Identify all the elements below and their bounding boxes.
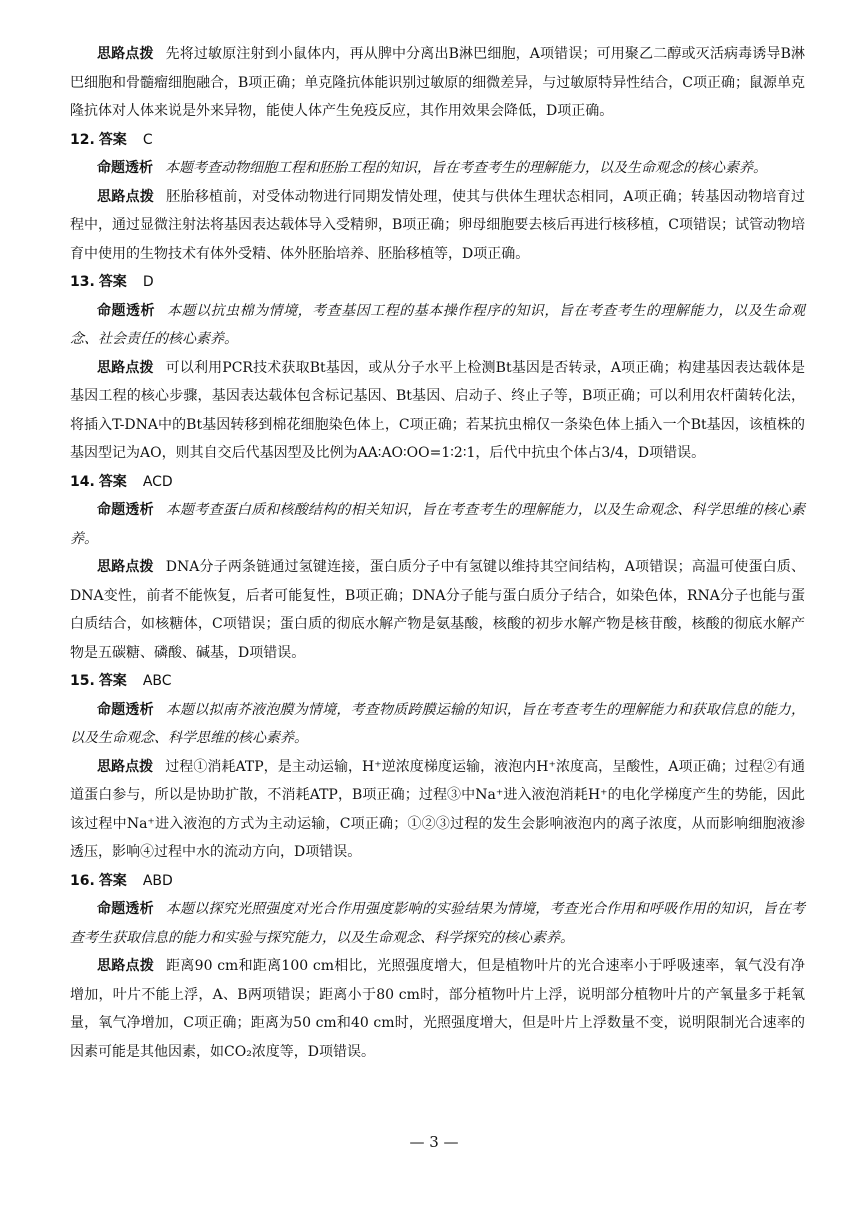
- question-number: 16.: [70, 872, 95, 889]
- answer-value: ABC: [142, 673, 172, 689]
- answer-line: [70, 667, 805, 696]
- question-12: [70, 126, 805, 269]
- question-16: [70, 867, 805, 1067]
- hint-label: 思路点拨: [97, 188, 155, 205]
- analysis-text: 本题以抗虫棉为情境，考查基因工程的基本操作程序的知识，旨在考查考生的理解能力，以及生命观念、社会责任的核心素养。: [70, 302, 806, 347]
- answer-value: C: [142, 131, 153, 148]
- answer-line: [70, 268, 805, 297]
- analysis-label: 命题透析: [97, 901, 154, 917]
- hint-text: 可以利用PCR技术获取Bt基因，或从分子水平上检测Bt基因是否转录，A项正确；构建基因表达载体是基因工程的核心步骤，基因表达载体包含标记基因、Bt基因、启动子、终止子等，B项正确；可以利用农杆菌转化法，将插入T-DNA中的Bt基因转移到棉花细胞染色体上，C项正确；若某抗虫棉仅一条染色体上插入一个Bt基因，该植株的基因型记为AO，则其自交后代基因型及比例为AA∶AO∶OO=1∶2∶1，后代中抗虫个体占3/4，D项错误。: [70, 359, 806, 461]
- question-number: 14.: [70, 473, 95, 490]
- hint-text: 胚胎移植前，对受体动物进行同期发情处理，使其与供体生理状态相同，A项正确；转基因动物培育过程中，通过显微注射法将基因表达载体导入受精卵，B项正确；卵母细胞要去核后再进行核移植，C项错误；试管动物培育中使用的生物技术有体外受精、体外胚胎培养、胚胎移植等，D项正确。: [70, 188, 806, 262]
- hint-label: 思路点拨: [97, 559, 154, 575]
- hint-label: 思路点拨: [97, 359, 154, 376]
- analysis-label: 命题透析: [97, 160, 153, 176]
- answer-label: 答案: [98, 872, 127, 889]
- analysis-text: 本题考查动物细胞工程和胚胎工程的知识，旨在考查考生的理解能力，以及生命观念的核心素养。: [165, 160, 767, 176]
- analysis-label: 命题透析: [97, 701, 154, 718]
- hint-text: DNA分子两条链通过氢键连接，蛋白质分子中有氢键以维持其空间结构，A项错误；高温可使蛋白质、DNA变性，前者不能恢复，后者可能复性，B项正确；DNA分子能与蛋白质分子结合，如染色体，RNA分子也能与蛋白质结合，如核糖体，C项错误；蛋白质的彻底水解产物是氨基酸，核酸的初步水解产物是核苷酸，核酸的彻底水解产物是五碳糖、磷酸、碱基，D项错误。: [70, 559, 806, 661]
- hint-text: 距离90 cm和距离100 cm相比，光照强度增大，但是植物叶片的光合速率小于呼吸速率，氧气没有净增加，叶片不能上浮，A、B两项错误；距离小于80 cm时，部分植物叶片上浮，说明部分植物叶片的产氧量多于耗氧量，氧气净增加，C项正确；距离为50 cm和40 cm时，光照强度增大，但是叶片上浮数量不变，说明限制光合速率的因素可能是其他因素，如CO₂浓度等，D项错误。: [70, 958, 806, 1060]
- answer-label: 答案: [98, 473, 127, 490]
- answer-line: [70, 126, 805, 155]
- analysis: [70, 696, 805, 753]
- analysis: [70, 895, 805, 952]
- answer-value: ACD: [142, 473, 173, 490]
- question-number: 12.: [70, 131, 95, 148]
- analysis-text: 本题以探究光照强度对光合作用强度影响的实验结果为情境，考查光合作用和呼吸作用的知识，旨在考查考生获取信息的能力和实验与探究能力，以及生命观念、科学探究的核心素养。: [70, 901, 806, 946]
- analysis: [70, 154, 805, 183]
- answer-line: [70, 867, 805, 896]
- page-number: — 3 —: [409, 1133, 459, 1151]
- question-15: [70, 667, 805, 867]
- answer-label: 答案: [98, 131, 127, 148]
- hint: [70, 553, 805, 667]
- hint: [70, 753, 805, 867]
- answer-label: 答案: [98, 673, 127, 689]
- hint-label: 思路点拨: [97, 758, 154, 775]
- hint-text: 过程①消耗ATP，是主动运输，H⁺逆浓度梯度运输，液泡内H⁺浓度高，呈酸性，A项正确；过程②有通道蛋白参与，所以是协助扩散，不消耗ATP，B项正确；过程③中Na⁺进入液泡消耗H⁺的电化学梯度产生的势能，因此该过程中Na⁺进入液泡的方式为主动运输，C项正确；①②③过程的发生会影响液泡内的离子浓度，从而影响细胞液渗透压，影响④过程中水的流动方向，D项错误。: [70, 758, 806, 860]
- hint: [70, 354, 805, 468]
- question-13: [70, 268, 805, 468]
- intro-hint: [70, 40, 805, 126]
- analysis-label: 命题透析: [97, 502, 154, 518]
- answer-label: 答案: [98, 274, 127, 290]
- analysis: [70, 297, 805, 354]
- hint: [70, 183, 805, 269]
- question-14: [70, 468, 805, 668]
- answer-line: [70, 468, 805, 497]
- analysis: [70, 496, 805, 553]
- hint-label: 思路点拨: [97, 46, 154, 62]
- answer-value: ABD: [142, 872, 173, 889]
- analysis-text: 本题以拟南芥液泡膜为情境，考查物质跨膜运输的知识，旨在考查考生的理解能力和获取信息的能力，以及生命观念、科学思维的核心素养。: [70, 701, 806, 746]
- answer-value: D: [142, 274, 154, 290]
- hint: [70, 952, 805, 1066]
- analysis-text: 本题考查蛋白质和核酸结构的相关知识，旨在考查考生的理解能力，以及生命观念、科学思维的核心素养。: [70, 502, 806, 547]
- question-number: 13.: [70, 274, 95, 290]
- answer-sheet: [70, 40, 805, 1066]
- hint-text: 先将过敏原注射到小鼠体内，再从脾中分离出B淋巴细胞，A项错误；可用聚乙二醇或灭活病毒诱导B淋巴细胞和骨髓瘤细胞融合，B项正确；单克隆抗体能识别过敏原的细微差异，与过敏原特异性结合，C项正确；鼠源单克隆抗体对人体来说是外来异物，能使人体产生免疫反应，其作用效果会降低，D项正确。: [70, 46, 806, 119]
- analysis-label: 命题透析: [97, 302, 156, 319]
- hint-label: 思路点拨: [97, 958, 155, 974]
- question-number: 15.: [70, 673, 95, 689]
